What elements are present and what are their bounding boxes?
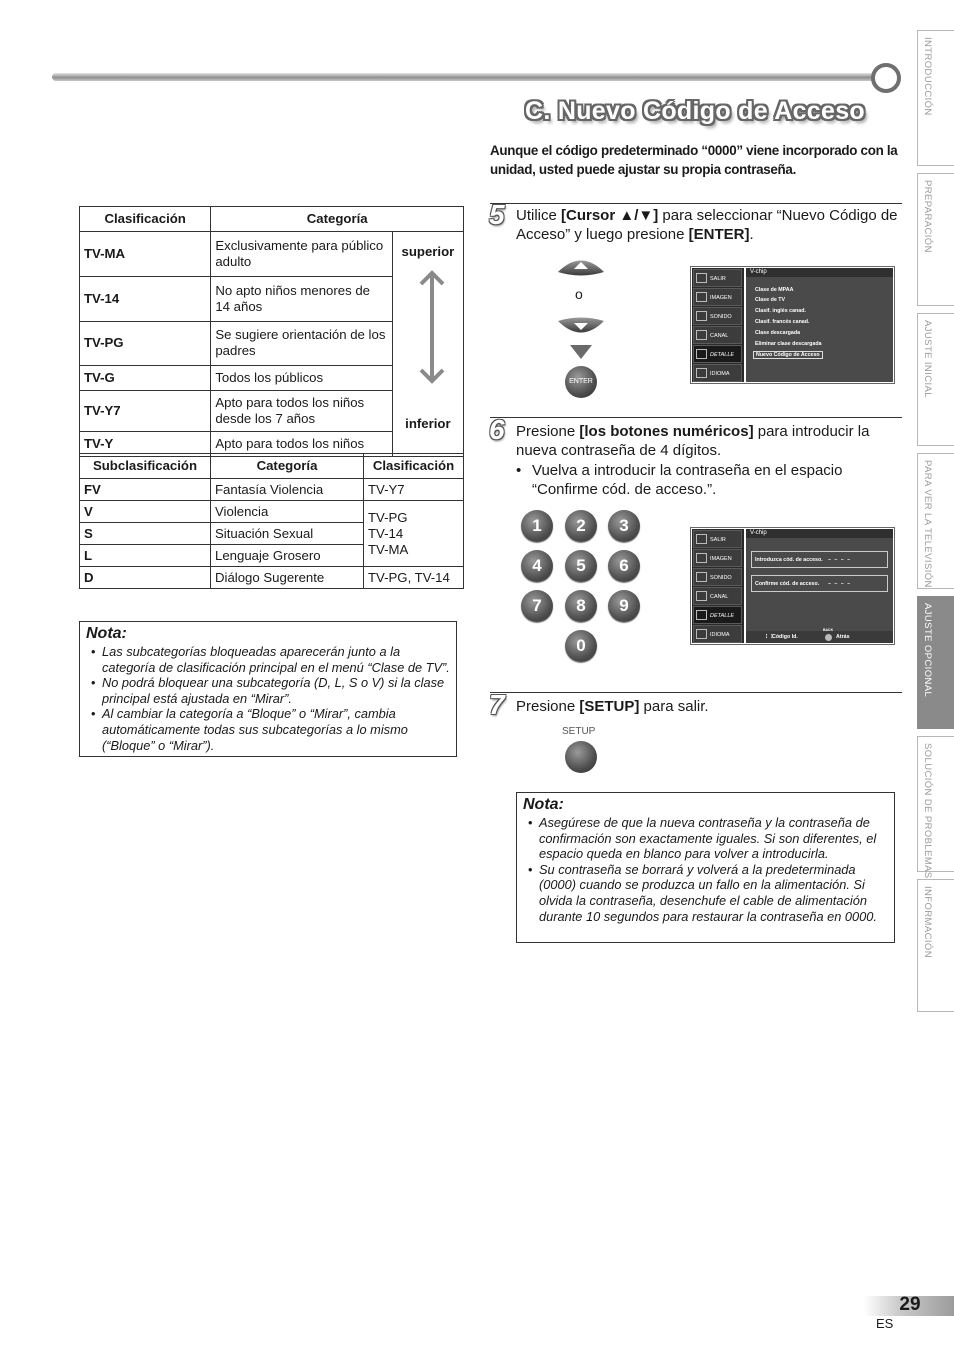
- key-2-button[interactable]: 2: [565, 510, 597, 542]
- rating-line: TV-PG: [368, 509, 408, 525]
- tv-menu-item-label: DETALLE: [710, 352, 735, 358]
- tv-menu-item-salir[interactable]: [693, 269, 742, 287]
- subcategory-cell: L: [80, 545, 211, 567]
- sound-icon: [696, 572, 707, 582]
- step-key-numeric: [los botones numéricos]: [579, 423, 754, 440]
- enter-code-field[interactable]: [751, 551, 888, 568]
- key-4-button[interactable]: 4: [521, 550, 553, 582]
- setup-label: SETUP: [562, 726, 596, 737]
- category-cell: Apto para todos los niños desde los 7 años: [211, 390, 392, 431]
- tv-list-item[interactable]: Clasif. francés canad.: [755, 319, 810, 325]
- step-5-number: 5: [489, 199, 505, 230]
- step-text-part: .: [749, 226, 754, 243]
- tv-menu-sidebar: [692, 529, 744, 643]
- side-tab-label: INTRODUCCIÓN: [922, 37, 933, 116]
- rating-cell: TV-PG: [80, 321, 211, 366]
- side-tab-label: SOLUCIÓN DE PROBLEMAS: [922, 743, 933, 879]
- tv-menu-item-detalle[interactable]: [693, 606, 742, 624]
- table-header: Subclasificación: [80, 454, 211, 479]
- category-cell: Violencia: [211, 501, 364, 523]
- rating-cell: TV-G: [80, 366, 211, 391]
- bullet-mark: •: [516, 462, 522, 479]
- table-header-row: [80, 454, 464, 479]
- step-key-cursor: [Cursor ▲/▼]: [561, 207, 659, 224]
- intro-text: Aunque el código predeterminado “0000” viene incorporado con la unidad, usted puede ajustar su propia contraseña.: [490, 143, 898, 177]
- tv-list-item[interactable]: Eliminar clase descargada: [755, 341, 822, 347]
- tv-menu-item-idioma[interactable]: [693, 625, 742, 643]
- tv-menu-item-canal[interactable]: [693, 587, 742, 605]
- category-cell: Diálogo Sugerente: [211, 567, 364, 589]
- tv-menu-header: V-chip: [746, 268, 893, 277]
- tv-menu-item-label: IDIOMA: [710, 632, 730, 638]
- sound-icon: [696, 311, 707, 321]
- detail-icon: [696, 349, 707, 359]
- step-7-text: [516, 697, 902, 716]
- picture-icon: [696, 292, 707, 302]
- table-row: [80, 479, 464, 501]
- key-1-button[interactable]: 1: [521, 510, 553, 542]
- tv-menu-header: V-chip: [746, 529, 893, 538]
- step-text-part: para seleccionar “Nuevo Código de Acceso” y luego presione: [516, 207, 898, 243]
- back-button-icon: [825, 634, 832, 641]
- level-arrow-cell: [392, 232, 463, 457]
- tv-menu-item-label: SALIR: [710, 276, 726, 282]
- subcategory-cell: S: [80, 523, 211, 545]
- footer-back-label: Atrás: [836, 634, 850, 640]
- table-header: Clasificación: [364, 454, 464, 479]
- detail-icon: [696, 610, 707, 620]
- step-key-enter: [ENTER]: [688, 226, 750, 243]
- note-item: • Asegúrese de que la nueva contraseña y la contraseña de confirmación son exactamente iguales. Si son diferentes, el espacio queda en blanco para volver a introducirla.: [539, 815, 888, 862]
- side-tab-para-ver-la-television[interactable]: [917, 453, 954, 589]
- category-cell: Exclusivamente para público adulto: [211, 232, 392, 277]
- category-cell: Todos los públicos: [211, 366, 392, 391]
- subcategory-cell: D: [80, 567, 211, 589]
- side-tab-solucion-de-problemas[interactable]: [917, 736, 954, 879]
- language-code: ES: [876, 1316, 894, 1331]
- note-title: Nota:: [86, 625, 127, 642]
- step-text-part: Presione: [516, 698, 580, 715]
- key-0-button[interactable]: 0: [565, 630, 597, 662]
- key-5-button[interactable]: 5: [565, 550, 597, 582]
- category-cell: Lenguaje Grosero: [211, 545, 364, 567]
- rating-cell: TV-14: [80, 276, 211, 321]
- note-item: • Las subcategorías bloqueadas aparecerán junto a la categoría de clasificación principal en el menú “Clase de TV”.: [102, 644, 450, 675]
- superior-label: superior: [401, 244, 455, 259]
- header-ring-ornament: [871, 63, 901, 93]
- key-9-button[interactable]: 9: [608, 590, 640, 622]
- double-arrow-icon: [418, 270, 446, 384]
- ratings-table: [79, 206, 464, 457]
- tv-menu-content: [746, 529, 893, 643]
- tv-list-item[interactable]: Clase de MPAA: [755, 287, 794, 293]
- table-row: [80, 501, 464, 523]
- key-3-button[interactable]: 3: [608, 510, 640, 542]
- note-item: • Al cambiar la categoría a “Bloque” o “Mirar”, cambia automáticamente todas sus subcategorías a lo mismo (“Bloque” o “Mirar”).: [102, 706, 450, 753]
- step-text-part: para introducir la nueva contraseña de 4 dígitos.: [516, 423, 870, 459]
- tv-menu-item-idioma[interactable]: [693, 364, 742, 382]
- tv-menu-sidebar: [692, 268, 744, 382]
- enter-button[interactable]: ENTER: [565, 366, 597, 398]
- setup-button[interactable]: [565, 741, 597, 773]
- cursor-down-button[interactable]: [556, 316, 606, 338]
- side-tab-ajuste-inicial[interactable]: [917, 313, 954, 446]
- tv-list-item-selected[interactable]: Nuevo Código de Acceso: [753, 351, 823, 359]
- note-item: • Su contraseña se borrará y volverá a la predeterminada (0000) cuando se produzca un fallo en la alimentación. Si olvida la contraseña, desenchufe el cable de alimentación durante 10 segundos para restaurar la contraseña en 0000.: [539, 862, 888, 924]
- section-title: C. Nuevo Código de Acceso: [525, 97, 865, 125]
- tv-menu-item-label: SALIR: [710, 537, 726, 543]
- step-text-part: Presione: [516, 423, 580, 440]
- table-row: [80, 567, 464, 589]
- rating-cell: TV-Y7: [80, 390, 211, 431]
- table-header-row: [80, 207, 464, 232]
- inferior-label: inferior: [405, 416, 451, 431]
- confirm-code-field[interactable]: [751, 575, 888, 592]
- rating-line: TV-MA: [368, 541, 409, 557]
- tv-menu-item-label: IDIOMA: [710, 371, 730, 377]
- page-number: 29: [899, 1294, 921, 1315]
- arrow-down-icon: [570, 345, 592, 359]
- enter-code-label: Introduzca cód. de acceso.: [755, 557, 823, 563]
- rating-cell: TV-Y7: [364, 479, 464, 501]
- tv-menu-item-label: SONIDO: [710, 314, 732, 320]
- side-tab-label: INFORMACIÓN: [922, 886, 933, 958]
- side-tab-introduccion[interactable]: [917, 30, 954, 166]
- subcategory-cell: V: [80, 501, 211, 523]
- step-key-setup: [SETUP]: [579, 698, 640, 715]
- tv-menu-footer: [746, 628, 893, 643]
- tv-list-item[interactable]: Clase descargada: [755, 330, 801, 336]
- side-tab-label: AJUSTE INICIAL: [922, 320, 933, 398]
- subcategory-table: [79, 453, 464, 589]
- side-tab-label: PREPARACIÓN: [922, 180, 933, 253]
- subcategory-cell: FV: [80, 479, 211, 501]
- confirm-code-label: Confirme cód. de acceso.: [755, 581, 820, 587]
- side-tab-label: PARA VER LA TELEVISIÓN: [922, 460, 933, 588]
- tv-menu-item-canal[interactable]: [693, 326, 742, 344]
- rating-cell: TV-Y: [80, 432, 211, 457]
- tv-menu-item-imagen[interactable]: [693, 549, 742, 567]
- note-box-right: [516, 792, 895, 943]
- note-box-left: [79, 621, 457, 757]
- side-tab-preparacion[interactable]: [917, 173, 954, 306]
- or-label: o: [575, 286, 583, 302]
- rating-cell: TV-MA: [80, 232, 211, 277]
- table-header: Categoría: [211, 207, 464, 232]
- keypad-icon: ⋮⋮: [764, 634, 775, 640]
- exit-icon: [696, 273, 707, 283]
- tv-menu-item-label: IMAGEN: [710, 556, 732, 562]
- side-tab-label: AJUSTE OPCIONAL: [922, 603, 933, 698]
- step-6-rule: [490, 417, 902, 418]
- confirm-code-digits: – – – –: [828, 581, 852, 587]
- note-list: [523, 815, 888, 924]
- tv-list-item[interactable]: Clasif. inglés canad.: [755, 308, 806, 314]
- language-icon: [696, 368, 707, 378]
- category-cell: Situación Sexual: [211, 523, 364, 545]
- side-tab-informacion[interactable]: [917, 879, 954, 1012]
- category-cell: No apto niños menores de 14 años: [211, 276, 392, 321]
- merged-rating-cell: [364, 501, 464, 567]
- language-icon: [696, 629, 707, 639]
- tv-list-item[interactable]: Clase de TV: [755, 297, 786, 303]
- channel-icon: [696, 591, 707, 601]
- picture-icon: [696, 553, 707, 563]
- header-rule: [52, 73, 884, 81]
- step-bullet-text: Vuelva a introducir la contraseña en el espacio “Confirme cód. de acceso.”.: [532, 462, 843, 498]
- cursor-up-button[interactable]: [556, 255, 606, 277]
- step-text-part: Utilice: [516, 207, 562, 224]
- key-7-button[interactable]: 7: [521, 590, 553, 622]
- step-5-rule: [490, 203, 902, 204]
- tv-menu-content: [746, 268, 893, 382]
- note-title: Nota:: [523, 796, 564, 813]
- enter-code-digits: – – – –: [828, 557, 852, 563]
- tv-menu-code-entry: [690, 527, 895, 645]
- tv-menu-vchip: [690, 266, 895, 384]
- category-cell: Se sugiere orientación de los padres: [211, 321, 392, 366]
- step-6-number: 6: [489, 414, 505, 445]
- tv-menu-item-imagen[interactable]: [693, 288, 742, 306]
- step-text-part: para salir.: [639, 698, 709, 715]
- category-cell: Fantasía Violencia: [211, 479, 364, 501]
- exit-icon: [696, 534, 707, 544]
- side-tab-ajuste-opcional[interactable]: [917, 596, 954, 729]
- table-row: [80, 232, 464, 277]
- tv-menu-item-label: CANAL: [710, 594, 729, 600]
- category-cell: Apto para todos los niños: [211, 432, 392, 457]
- tv-menu-item-label: CANAL: [710, 333, 729, 339]
- note-list: [86, 644, 450, 753]
- step-7-number: 7: [489, 689, 505, 720]
- step-7-rule: [490, 692, 902, 693]
- channel-icon: [696, 330, 707, 340]
- footer-code-label: Código Id.: [772, 634, 798, 640]
- table-header: Categoría: [211, 454, 364, 479]
- tv-menu-item-detalle[interactable]: [693, 345, 742, 363]
- tv-menu-item-sonido[interactable]: [693, 307, 742, 325]
- table-header: Clasificación: [80, 207, 211, 232]
- tv-menu-item-sonido[interactable]: [693, 568, 742, 586]
- step-5-text: [516, 206, 902, 244]
- key-8-button[interactable]: 8: [565, 590, 597, 622]
- tv-menu-item-label: SONIDO: [710, 575, 732, 581]
- rating-line: TV-14: [368, 525, 404, 541]
- key-6-button[interactable]: 6: [608, 550, 640, 582]
- tv-menu-item-label: IMAGEN: [710, 295, 732, 301]
- back-key-label: BACK: [823, 628, 834, 632]
- tv-menu-item-salir[interactable]: [693, 530, 742, 548]
- note-item: • No podrá bloquear una subcategoría (D, L, S o V) si la clase principal está ajustada en “Mirar”.: [102, 675, 450, 706]
- rating-cell: TV-PG, TV-14: [364, 567, 464, 589]
- tv-menu-item-label: DETALLE: [710, 613, 735, 619]
- step-6-bullet: [516, 461, 902, 499]
- step-6-text: [516, 422, 902, 499]
